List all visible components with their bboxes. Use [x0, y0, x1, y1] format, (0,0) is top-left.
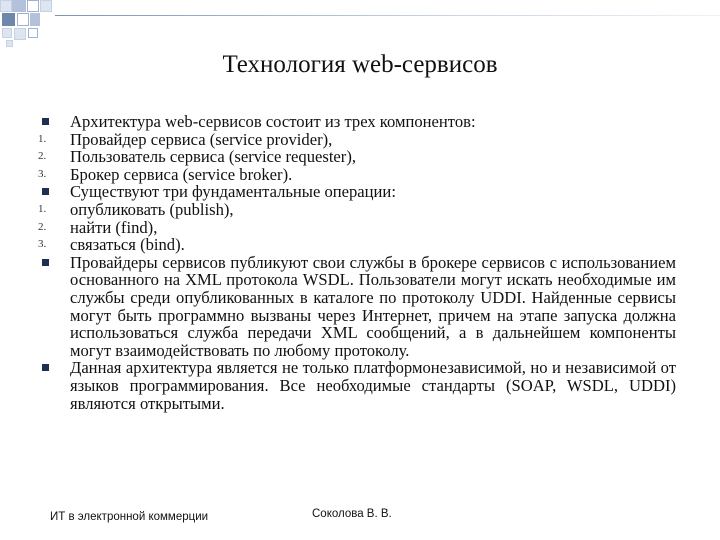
item-text: опубликовать (publish), [70, 199, 234, 219]
bullet-item [30, 113, 676, 131]
footer-course-title: ИТ в электронной коммерции [50, 511, 209, 523]
square-bullet-icon [42, 364, 49, 371]
decorative-square-pattern [0, 0, 720, 50]
item-text: Архитектура web-сервисов состоит из трех компонентов: [70, 112, 476, 131]
numbered-item [30, 236, 676, 254]
bullet-item [30, 254, 676, 360]
item-text: найти (find), [70, 217, 158, 237]
item-text: Пользователь сервиса (service requester), [70, 147, 356, 167]
slide-title: Технология web-сервисов [222, 51, 498, 78]
item-number: 3. [38, 167, 47, 180]
item-text: Брокер сервиса (service broker). [70, 164, 293, 184]
item-number: 1. [38, 132, 47, 145]
content-list [30, 113, 676, 412]
numbered-item [30, 148, 676, 166]
item-text: Провайдеры сервисов публикуют свои службы в брокере сервисов с использованием основанного на XML протокола WSDL. Пользователи могут искать необходимые им службы среди опубликованных в каталоге по протоколу UDDI. Найденные сервисы могут быть программно вызваны через Интернет, причем на этапе запуска должна использоваться служба передачи XML сообщений, а в дальнейшем компоненты могут взаимодействовать по любому протоколу. [70, 252, 676, 360]
item-number: 1. [38, 202, 47, 215]
item-number: 2. [38, 220, 47, 233]
numbered-item [30, 131, 676, 149]
item-text: Существуют три фундаментальные операции: [70, 182, 396, 202]
item-text: Провайдер сервиса (service provider), [70, 129, 333, 149]
numbered-item [30, 166, 676, 184]
item-text: Данная архитектура является не только платформонезависимой, но и независимой от языков программирования. Все необходимые стандарты (SOAP, WSDL, UDDI) являются открытыми. [70, 358, 676, 413]
numbered-item [30, 201, 676, 219]
item-number: 2. [38, 150, 47, 163]
square-bullet-icon [42, 118, 49, 125]
square-bullet-icon [42, 188, 49, 195]
item-text: связаться (bind). [70, 235, 185, 255]
footer-author: Соколова В. В. [312, 508, 392, 520]
bullet-item [30, 359, 676, 412]
bullet-item [30, 183, 676, 201]
item-number: 3. [38, 238, 47, 251]
numbered-item [30, 219, 676, 237]
square-bullet-icon [42, 259, 49, 266]
